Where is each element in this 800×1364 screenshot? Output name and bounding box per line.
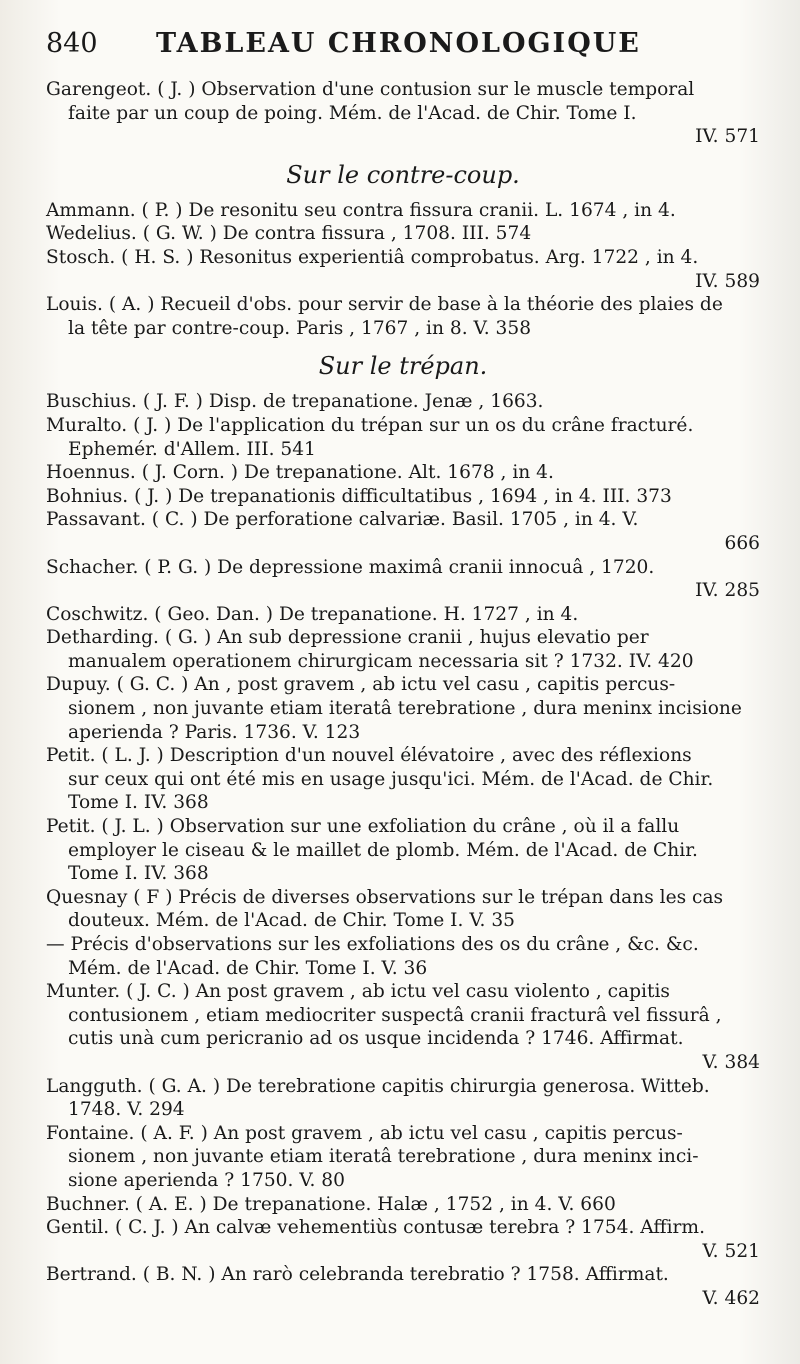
page-header <box>46 28 760 78</box>
entry-schacher <box>46 556 760 603</box>
text-line: IV. 589 <box>695 270 760 292</box>
text-line: cutis unà cum pericranio ad os usque incidenda ? 1746. Affirmat. <box>68 1028 684 1050</box>
text-line: 666 <box>724 532 760 554</box>
text-line: Dupuy. ( G. C. ) An , post gravem , ab ictu vel casu , capitis percus- <box>46 674 676 696</box>
text-line: Ephemér. d'Allem. III. 541 <box>68 438 316 460</box>
text-line: 1748. V. 294 <box>68 1099 185 1121</box>
entry-buschius <box>46 390 760 414</box>
text-line: Wedelius. ( G. W. ) De contra fissura , 1708. III. 574 <box>46 223 532 245</box>
text-line: employer le ciseau & le maillet de plomb. Mém. de l'Acad. de Chir. <box>68 839 698 861</box>
text-line: Buschius. ( J. F. ) Disp. de trepanatione. Jenæ , 1663. <box>46 391 544 413</box>
text-line: Detharding. ( G. ) An sub depressione cranii , hujus elevatio per <box>46 627 649 649</box>
text-line: Passavant. ( C. ) De perforatione calvariæ. Basil. 1705 , in 4. V. <box>46 509 639 531</box>
text-line: aperienda ? Paris. 1736. V. 123 <box>68 721 361 743</box>
text-line: sionem , non juvante etiam iteratâ terebratione , dura meninx incisione <box>68 698 742 720</box>
text-line: Stosch. ( H. S. ) Resonitus experientiâ comprobatus. Arg. 1722 , in 4. <box>46 246 699 268</box>
text-line: V. 521 <box>702 1240 760 1262</box>
text-line: Bertrand. ( B. N. ) An rarò celebranda terebratio ? 1758. Affirmat. <box>46 1264 669 1286</box>
text-line: Tome I. IV. 368 <box>68 792 209 814</box>
entry-petit-lj <box>46 744 760 815</box>
entry-dupuy <box>46 673 760 744</box>
text-line: Schacher. ( P. G. ) De depressione maximâ cranii innocuâ , 1720. <box>46 556 655 578</box>
entry-langguth <box>46 1075 760 1122</box>
text-line: Gentil. ( C. J. ) An calvæ vehementiùs contusæ terebra ? 1754. Affirm. <box>46 1217 705 1239</box>
text-line: sione aperienda ? 1750. V. 80 <box>68 1169 345 1191</box>
entry-petit-jl <box>46 815 760 886</box>
entry-stosch <box>46 246 760 293</box>
entry-bohnius <box>46 485 760 509</box>
text-line: sur ceux qui ont été mis en usage jusqu'ici. Mém. de l'Acad. de Chir. <box>68 768 714 790</box>
entry-passavant <box>46 508 760 555</box>
text-line: Mém. de l'Acad. de Chir. Tome I. V. 36 <box>68 957 428 979</box>
text-line: Petit. ( L. J. ) Description d'un nouvel élévatoire , avec des réflexions <box>46 745 692 767</box>
text-line: V. 384 <box>702 1051 760 1073</box>
text-line: — Précis d'observations sur les exfoliations des os du crâne , &c. &c. <box>46 934 699 955</box>
text-line: Coschwitz. ( Geo. Dan. ) De trepanatione. H. 1727 , in 4. <box>46 603 579 625</box>
text-line: Petit. ( J. L. ) Observation sur une exfoliation du crâne , où il a fallu <box>46 816 680 838</box>
text-line: faite par un coup de poing. Mém. de l'Acad. de Chir. Tome I. <box>68 102 637 124</box>
text-line: IV. 285 <box>695 580 760 602</box>
entry-garengeot <box>46 78 760 149</box>
text-line: V. 462 <box>702 1287 760 1309</box>
text-line: Quesnay ( F ) Précis de diverses observations sur le trépan dans les cas <box>46 886 724 908</box>
text-line: douteux. Mém. de l'Acad. de Chir. Tome I. V. 35 <box>68 910 516 932</box>
entry-quesnay <box>46 886 760 980</box>
entry-ammann <box>46 199 760 223</box>
text-line: Ammann. ( P. ) De resonitu seu contra fissura cranii. L. 1674 , in 4. <box>46 199 676 221</box>
text-line: manualem operationem chirurgicam necessaria sit ? 1732. IV. 420 <box>68 650 694 672</box>
text-line: contusionem , etiam mediocriter suspectâ cranii fracturâ vel fissurâ , <box>68 1004 722 1026</box>
text-line: la tête par contre-coup. Paris , 1767 , in 8. V. 358 <box>68 317 532 339</box>
entry-wedelius <box>46 222 760 246</box>
text-line: Tome I. IV. 368 <box>68 863 209 885</box>
text-line: Garengeot. ( J. ) Observation d'une contusion sur le muscle temporal <box>46 79 695 100</box>
entry-munter <box>46 980 760 1074</box>
entry-detharding <box>46 626 760 673</box>
entry-bertrand <box>46 1263 760 1310</box>
text-line: Munter. ( J. C. ) An post gravem , ab ictu vel casu violento , capitis <box>46 981 670 1003</box>
running-title: TABLEAU CHRONOLOGIQUE <box>156 28 641 59</box>
entry-fontaine <box>46 1122 760 1193</box>
section-heading-contre-coup: Sur le contre-coup. <box>286 160 520 189</box>
text-line: Fontaine. ( A. F. ) An post gravem , ab ictu vel casu , capitis percus- <box>46 1122 683 1144</box>
entry-buchner <box>46 1193 760 1217</box>
entry-coschwitz <box>46 603 760 627</box>
entry-gentil <box>46 1216 760 1263</box>
text-line: Hoennus. ( J. Corn. ) De trepanatione. Alt. 1678 , in 4. <box>46 462 554 484</box>
text-line: IV. 571 <box>695 126 760 148</box>
text-line: sionem , non juvante etiam iteratâ terebratione , dura meninx inci- <box>68 1146 699 1168</box>
text-line: Bohnius. ( J. ) De trepanationis difficultatibus , 1694 , in 4. III. 373 <box>46 485 672 507</box>
entry-louis <box>46 293 760 340</box>
text-line: Muralto. ( J. ) De l'application du trépan sur un os du crâne fracturé. <box>46 414 694 436</box>
entry-muralto <box>46 414 760 461</box>
section-heading-trepan: Sur le trépan. <box>318 352 488 381</box>
text-line: Langguth. ( G. A. ) De terebratione capitis chirurgia generosa. Witteb. <box>46 1075 710 1097</box>
page-number: 840 <box>46 28 98 59</box>
text-line: Buchner. ( A. E. ) De trepanatione. Halæ , 1752 , in 4. V. 660 <box>46 1193 616 1215</box>
entry-hoennus <box>46 461 760 485</box>
text-line: Louis. ( A. ) Recueil d'obs. pour servir de base à la théorie des plaies de <box>46 294 723 316</box>
